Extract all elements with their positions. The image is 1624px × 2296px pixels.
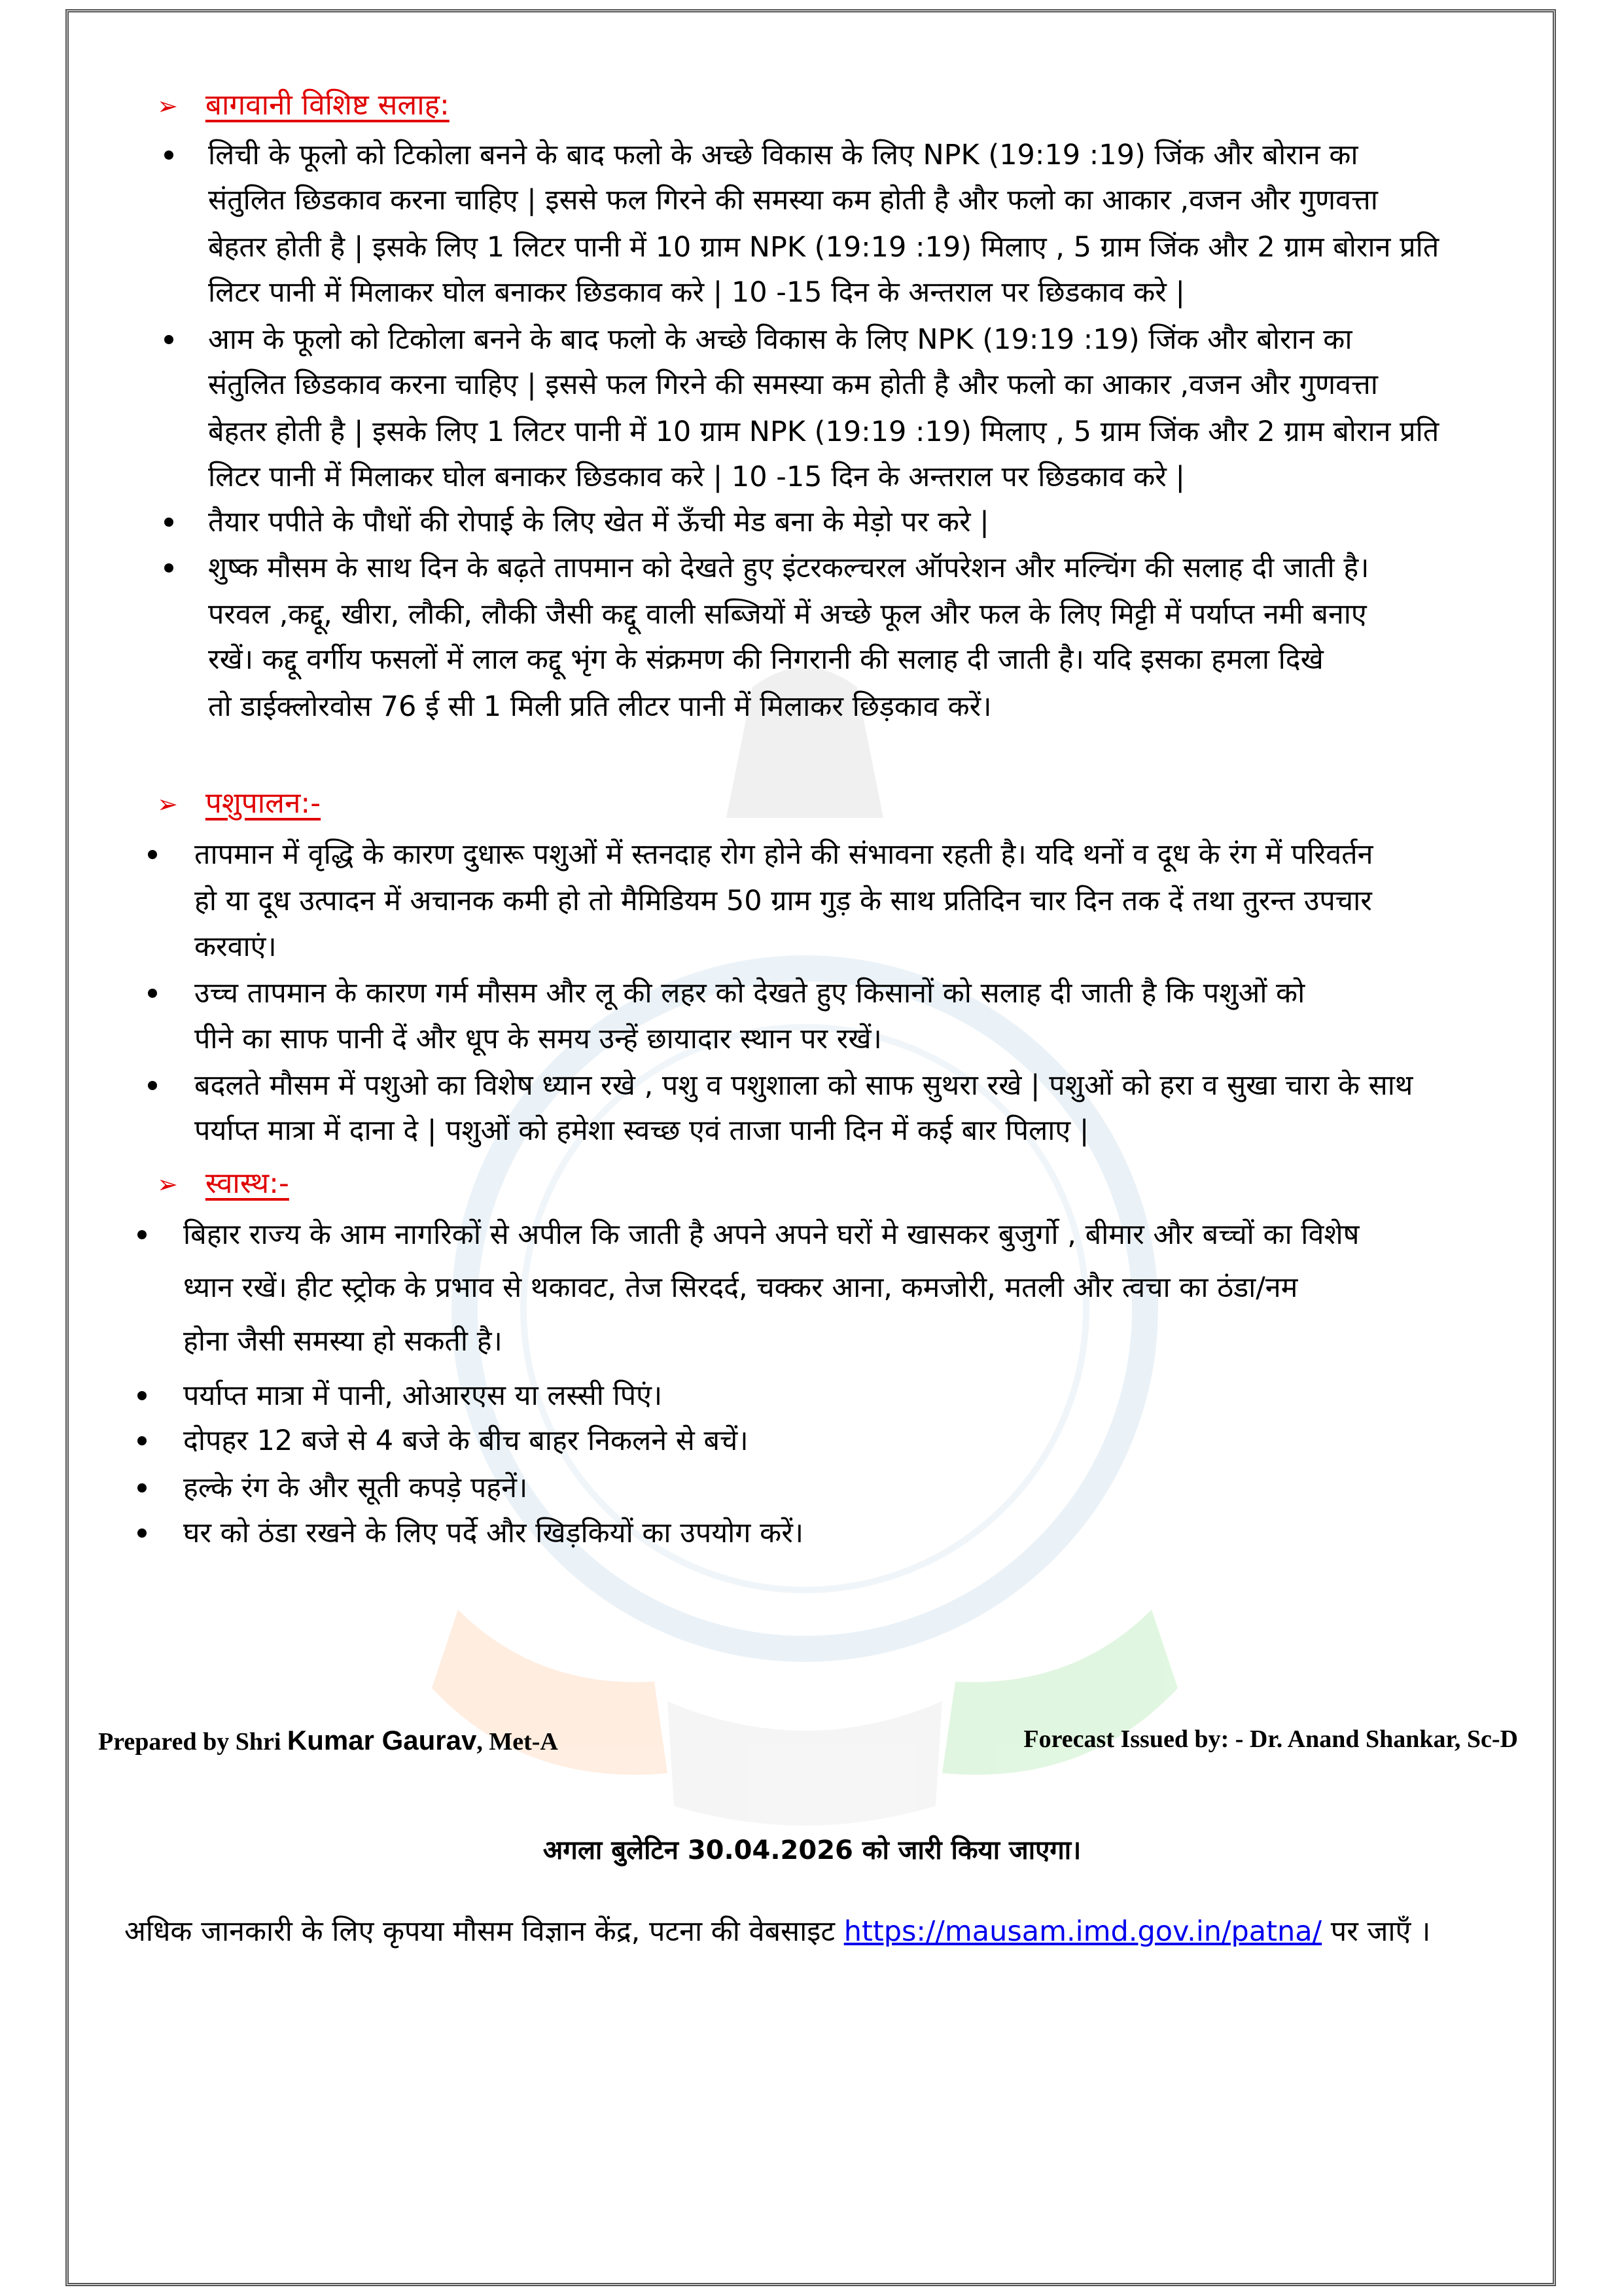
bullet-icon <box>137 1436 147 1445</box>
list-item-line: बिहार राज्य के आम नागरिकों से अपील कि जाती है अपने अपने घरों मे खासकर बुजुर्गो , बीमार और बच्चों का विशेष <box>183 1218 1360 1251</box>
list-item-line: तो डाईक्लोरवोस 76 ई सी 1 मिली प्रति लीटर पानी में मिलाकर छिड़काव करें। <box>208 690 992 723</box>
list-item-line: लिची के फूलो को टिकोला बनने के बाद फलो के अच्छे विकास के लिए NPK (19:19 :19) जिंक और बोरान का <box>208 139 1358 171</box>
list-item-line: तैयार पपीते के पौधों की रोपाई के लिए खेत में ऊँची मेड बना के मेड़ो पर करे | <box>208 506 989 539</box>
list-item-line: शुष्क मौसम के साथ दिन के बढ़ते तापमान को देखते हुए इंटरकल्चरल ऑपरेशन और मल्चिंग की सलाह दी जाती है। <box>208 552 1369 584</box>
heading-health <box>157 1161 289 1207</box>
heading-horticulture <box>157 82 450 128</box>
bullet-icon <box>137 1483 147 1492</box>
imd-patna-website-link[interactable]: https://mausam.imd.gov.in/patna/ <box>843 1915 1322 1948</box>
list-item-line: बेहतर होती है | इसके लिए 1 लिटर पानी में 10 ग्राम NPK (19:19 :19) मिलाए , 5 ग्राम जिंक और 2 ग्राम बोरान प्रति <box>208 415 1439 448</box>
list-item-line: बदलते मौसम में पशुओ का विशेष ध्यान रखे , पशु व पशुशाला को साफ सुथरा रखे | पशुओं को हरा व सुखा चारा के साथ <box>194 1069 1413 1102</box>
list-item-line: हो या दूध उत्पादन में अचानक कमी हो तो मैमिडियम 50 ग्राम गुड़ के साथ प्रतिदिन चार दिन तक दें तथा तुरन्त उपचार <box>194 885 1372 917</box>
prepared-by <box>98 1725 558 1756</box>
list-item-line: पर्याप्त मात्रा में पानी, ओआरएस या लस्सी पिएं। <box>183 1379 663 1412</box>
more-info-text: अधिक जानकारी के लिए कृपया मौसम विज्ञान केंद्र, पटना की वेबसाइट <box>124 1915 836 1948</box>
heading-animal-husbandry <box>157 781 321 826</box>
list-item-line: पर्याप्त मात्रा में दाना दे | पशुओं को हमेशा स्वच्छ एवं ताजा पानी दिन में कई बार पिलाए | <box>194 1114 1089 1147</box>
bullet-icon <box>137 1230 147 1239</box>
list-item-line: दोपहर 12 बजे से 4 बजे के बीच बाहर निकलने से बचें। <box>183 1424 749 1457</box>
bullet-icon <box>148 1081 157 1090</box>
list-item-line: बेहतर होती है | इसके लिए 1 लिटर पानी में 10 ग्राम NPK (19:19 :19) मिलाए , 5 ग्राम जिंक और 2 ग्राम बोरान प्रति <box>208 231 1439 264</box>
bullet-icon <box>164 563 173 573</box>
bullet-icon <box>148 850 157 859</box>
list-item-line: परवल ,कद्दू, खीरा, लौकी, लौकी जैसी कद्दू वाली सब्जियों में अच्छे फूल और फल के लिए मिट्टी में पर्याप्त नमी बनाए <box>208 598 1367 631</box>
list-item-line: हल्के रंग के और सूती कपड़े पहनें। <box>183 1472 528 1504</box>
list-item-line: घर को ठंडा रखने के लिए पर्दे और खिड़कियों का उपयोग करें। <box>183 1517 804 1549</box>
bullet-icon <box>137 1391 147 1400</box>
list-item-line: लिटर पानी में मिलाकर घोल बनाकर छिडकाव करे | 10 -15 दिन के अन्तराल पर छिडकाव करे | <box>208 276 1186 309</box>
prepared-by-label: Prepared by Shri <box>98 1728 281 1756</box>
bullet-icon <box>164 518 173 527</box>
list-item-line: संतुलित छिडकाव करना चाहिए | इससे फल गिरने की समस्या कम होती है और फलो का आकार ,वजन और गुणवत्ता <box>208 184 1378 217</box>
list-item-line: संतुलित छिडकाव करना चाहिए | इससे फल गिरने की समस्या कम होती है और फलो का आकार ,वजन और गुणवत्ता <box>208 368 1378 401</box>
preparer-name: Kumar Gaurav <box>287 1725 477 1756</box>
arrow-bullet-icon: ➢ <box>157 1170 178 1199</box>
list-item-line: ध्यान रखें। हीट स्ट्रोक के प्रभाव से थकावट, तेज सिरदर्द, चक्कर आना, कमजोरी, मतली और त्वचा का ठंडा/नम <box>183 1271 1298 1304</box>
bullet-icon <box>137 1528 147 1538</box>
arrow-bullet-icon: ➢ <box>157 92 178 120</box>
list-item-line: होना जैसी समस्या हो सकती है। <box>183 1325 503 1358</box>
next-bulletin-notice: अगला बुलेटिन 30.04.2026 को जारी किया जाएगा। <box>542 1835 1082 1865</box>
heading-text: पशुपालन:- <box>205 786 321 820</box>
list-item-line: रखें। कद्दू वर्गीय फसलों में लाल कद्दू भृंग के संक्रमण की निगरानी की सलाह दी जाती है। यदि इसका हमला दिखे <box>208 643 1324 676</box>
list-item-line: लिटर पानी में मिलाकर घोल बनाकर छिडकाव करे | 10 -15 दिन के अन्तराल पर छिडकाव करे | <box>208 461 1186 493</box>
more-info-suffix: पर जाएँ । <box>1322 1915 1431 1948</box>
list-item-line: करवाएं। <box>194 930 277 963</box>
more-info-line <box>124 1909 1430 1954</box>
preparer-designation: , Met-A <box>476 1728 558 1756</box>
heading-text: स्वास्थ:- <box>205 1167 289 1200</box>
list-item-line: तापमान में वृद्धि के कारण दुधारू पशुओं में स्तनदाह रोग होने की संभावना रहती है। यदि थनों व दूध के रंग में परिवर्तन <box>194 838 1373 871</box>
bullet-icon <box>164 335 173 344</box>
list-item-line: आम के फूलो को टिकोला बनने के बाद फलो के अच्छे विकास के लिए NPK (19:19 :19) जिंक और बोरान का <box>208 323 1352 356</box>
bullet-icon <box>164 150 173 160</box>
forecast-issued-by: Forecast Issued by: - Dr. Anand Shankar, Sc-D <box>1023 1725 1518 1753</box>
list-item-line: पीने का साफ पानी दें और धूप के समय उन्हें छायादार स्थान पर रखें। <box>194 1023 882 1055</box>
heading-text: बागवानी विशिष्ट सलाह: <box>205 88 450 122</box>
bullet-icon <box>148 989 157 998</box>
list-item-line: उच्च तापमान के कारण गर्म मौसम और लू की लहर को देखते हुए किसानों को सलाह दी जाती है कि पशुओं को <box>194 977 1305 1010</box>
arrow-bullet-icon: ➢ <box>157 790 178 819</box>
